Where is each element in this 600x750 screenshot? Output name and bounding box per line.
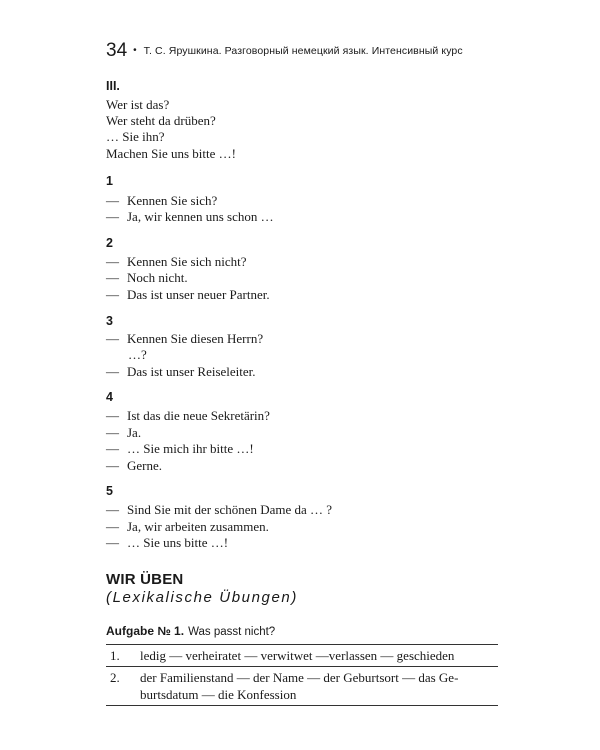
dialogue-line: — Gerne.: [106, 458, 163, 473]
exercise-row: [106, 644, 498, 666]
dialogue-line: — Das ist unser neuer Partner.: [106, 287, 270, 302]
dialogue-line: — Kennen Sie diesen Herrn?: [106, 331, 264, 346]
exercise-number: 2.: [110, 670, 120, 685]
dialogue-line: — Das ist unser Reiseleiter.: [106, 364, 256, 379]
dialogue-line: — Ist das die neue Sekretärin?: [106, 408, 270, 423]
dialogue-continuation: …?: [128, 347, 147, 362]
dialogue-line: — Sind Sie mit der schönen Dame da … ?: [106, 502, 333, 517]
part-line: Wer ist das?: [106, 97, 170, 112]
dialogue-number: 4: [106, 390, 113, 404]
section-title: WIR ÜBEN: [106, 571, 184, 588]
exercise-number: 1.: [110, 648, 120, 663]
dialogue-number: 3: [106, 314, 113, 328]
part-line: … Sie ihn?: [106, 129, 165, 144]
running-title: Т. С. Ярушкина. Разговорный немецкий язык. Интенсивный курс: [143, 45, 463, 57]
dialogue-number: 1: [106, 174, 113, 188]
dialogue-line: — Ja, wir kennen uns schon …: [106, 209, 274, 224]
exercise-row: [106, 666, 498, 706]
running-header: [106, 40, 463, 62]
exercise-text: ledig — verheiratet — verwitwet —verlassen — geschieden: [140, 648, 455, 663]
dialogue-line: — Ja.: [106, 425, 142, 440]
exercise-text: der Familienstand — der Name — der Geburtsort — das Ge- burtsdatum — die Konfession: [140, 670, 459, 702]
dialogue-line: — … Sie mich ihr bitte …!: [106, 441, 254, 456]
dialogue-line: — Kennen Sie sich?: [106, 193, 218, 208]
part-line: Wer steht da drüben?: [106, 113, 216, 128]
dialogue-line: — … Sie uns bitte …!: [106, 535, 229, 550]
task-label: Aufgabe № 1.: [106, 624, 185, 638]
dialogue-number: 5: [106, 484, 113, 498]
task-heading: [106, 622, 275, 640]
part-heading: III.: [106, 79, 120, 93]
dialogue-line: — Kennen Sie sich nicht?: [106, 254, 247, 269]
dialogue-number: 2: [106, 236, 113, 250]
dialogue-line: — Noch nicht.: [106, 270, 188, 285]
task-question: Was passt nicht?: [188, 626, 276, 638]
section-subtitle: (Lexikalische Übungen): [106, 589, 298, 606]
page-number: 34: [106, 40, 128, 61]
dialogue-line: — Ja, wir arbeiten zusammen.: [106, 519, 269, 534]
part-line: Machen Sie uns bitte …!: [106, 146, 236, 161]
exercise-table: [106, 644, 498, 706]
bullet-separator: •: [133, 45, 137, 56]
